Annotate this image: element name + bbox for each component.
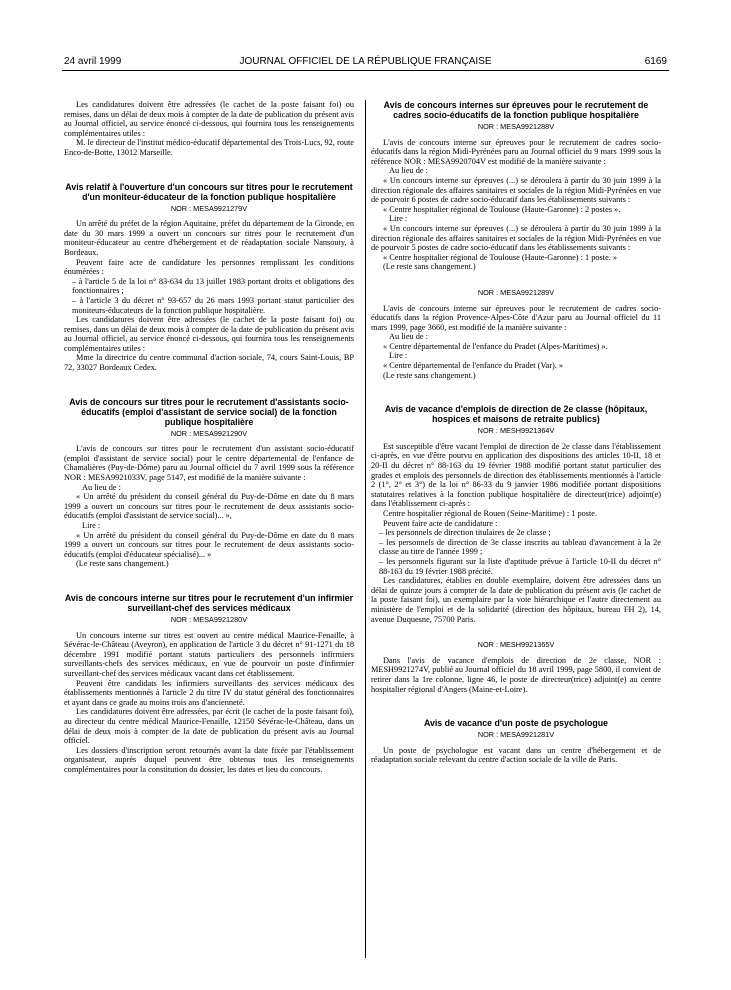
paragraph: Les candidatures doivent être adressées, par écrit (le cachet de la poste faisant foi), au directeur du centre médical Maurice-Fenaille, 12150 Sévérac-le-Château, dans un délai de deux mois à compter de la date de publication du présent avis au Journal officiel. [64,707,354,746]
paragraph: Au lieu de : [389,332,428,342]
notice-vacance-direction [371,404,661,624]
nor-reference: NOR : MESA9921289V [477,287,555,297]
paragraph: Au lieu de : [389,166,428,176]
paragraph: M. le directeur de l'institut médico-éducatif départemental des Trois-Lucs, 92, route Enco-de-Botte, 13012 Marseille. [64,138,354,157]
notice-title: Avis de concours interne sur titres pour le recrutement d'un infirmier surveillant-chef des services médicaux [64,592,354,613]
paragraph: « Centre hospitalier régional de Toulouse (Haute-Garonne) : 2 postes ». [383,204,621,214]
header-rule [62,70,669,71]
notice-title: Avis de concours internes sur épreuves pour le recrutement de cadres socio-éducatifs de la fonction publique hospitalière [383,100,649,120]
right-column [371,100,661,765]
notice-title: Avis relatif à l'ouverture d'un concours sur titres pour le recrutement d'un moniteur-éducateur de la fonction publique hospitalière [65,181,353,202]
header-date: 24 avril 1999 [64,56,122,67]
paragraph: L'avis de concours interne sur épreuves pour le recrutement de cadres socio-éducatifs dans la région Provence-Alpes-Côte d'Azur paru au Journal officiel du 11 mars 1999, page 3660, est modifié de la manière suivante : [371,303,661,332]
list-item: – à l'article 3 du décret n° 93-657 du 26 mars 1993 portant statut particulier des moniteurs-éducateurs de la fonction publique hospitalière. [72,295,354,315]
nor-reference: NOR : MESA9921288V [477,122,555,131]
nor-reference: NOR : MESH9921364V [477,426,555,436]
paragraph: Peuvent faire acte de candidature : [383,518,498,528]
paragraph: Un arrêté du préfet de la région Aquitaine, préfet du département de la Gironde, en date du 30 mars 1999 a ouvert un concours sur titres pour le recrutement d'un moniteur-éducateur au centre d'hébergement et de réadaptation sociale Nansouty, à Bordeaux. [64,219,354,257]
paragraph: Un concours interne sur titres est ouvert au centre médical Maurice-Fenaille, à Sévérac-le-Château (Aveyron), en application de l'article 3 du décret n° 91-1271 du 18 décembre 1991 modifié portant statuts particuliers des personnels infirmiers surveillants-chefs des services médicaux, en vue de pourvoir un poste d'infirmier surveillant-chef des services médicaux vacant dans cet établissement. [64,630,354,678]
paragraph: Au lieu de : [82,482,121,492]
column-divider [365,100,366,958]
paragraph: Les candidatures, établies en double exemplaire, doivent être adressées dans un délai de quinze jours à compter de la date de publication du présent avis (le cachet de la poste faisant foi), un exemplaire par la voie hiérarchique et l'autre directement au ministère de l'emploi et de la solidarité (direction des hôpitaux, bureau FH 2), 14, avenue Duquesne, 75700 Paris. [371,576,661,624]
notice-assistants-socio-educatifs [64,397,354,569]
nor-reference: NOR : MESH9921365V [477,640,555,650]
notice-infirmier-surveillant-chef [64,593,354,775]
paragraph: L'avis de concours interne sur épreuves pour le recrutement de cadres socio-éducatifs dans la région Midi-Pyrénées paru au Journal officiel du 9 mars 1999 sous la référence NOR : MESA9920704V est modifié de la manière suivante : [371,137,661,166]
list-item: – les personnels de direction titulaires de 2e classe ; [379,528,551,538]
notice-title: Avis de vacance d'un poste de psychologue [423,718,609,729]
paragraph: Les dossiers d'inscription seront retournés avant la date fixée par l'établissement organisateur, auprès duquel peuvent être obtenus tous les renseignements complémentaires pour la constitution du dossier, les dates et lieu du concours. [64,745,354,774]
paragraph: (Le reste sans changement.) [383,262,476,272]
header-title: JOURNAL OFFICIEL DE LA RÉPUBLIQUE FRANÇAISE [239,56,492,67]
paragraph: L'avis de concours sur titres pour le recrutement d'un assistant socio-éducatif (emploi d'assistant de service social) pour le centre départemental de l'enfance de Chamalières (Puy-de-Dôme) paru au Journal officiel du 7 avril 1999 sous la référence NOR : MESA9921033V, page 5147, est modifié de la manière suivante : [64,444,354,483]
paragraph: « Un concours interne sur épreuves (...) se déroulera à partir du 30 juin 1999 à la direction régionale des affaires sanitaires et sociales de la région Midi-Pyrénées en vue de pourvoir 5 postes de cadre socio-éducatif dans les établissements suivants : [371,223,661,253]
paragraph: (Le reste sans changement.) [383,370,476,380]
paragraph: Mme la directrice du centre communal d'action sociale, 74, cours Saint-Louis, BP 72, 33027 Bordeaux Cedex. [64,353,354,373]
paragraph: Lire : [389,351,408,361]
paragraph: Les candidatures doivent être adressées (le cachet de la poste faisant foi) ou remises, dans un délai de deux mois à compter de la date de publication du présent avis au Journal officiel, au service énoncé ci-dessous, qui fournira tous les renseignements complémentaires utiles : [64,100,354,138]
paragraph: Les candidatures doivent être adressées (le cachet de la poste faisant foi) ou remises, dans un délai de deux mois à compter de la date de publication du présent avis au Journal officiel, au service énoncé ci-dessous, qui fournira tous les renseignements complémentaires utiles : [64,315,354,353]
nor-reference: NOR : MESA9921290V [170,428,248,438]
paragraph: Centre hospitalier régional de Rouen (Seine-Maritime) : 1 poste. [383,509,598,518]
list-item: – les personnels de direction de 3e classe inscrits au tableau d'avancement à la 2e classe au titre de l'année 1999 ; [379,537,661,557]
notice-title: Avis de concours sur titres pour le recrutement d'assistants socio-éducatifs (emploi d'assistant de service social) de la fonction publique hospitalière [69,396,349,427]
paragraph: Un poste de psychologue est vacant dans un centre d'hébergement et de réadaptation sociale relevant du centre d'action sociale de la ville de Paris. [371,745,661,765]
paragraph: « Centre hospitalier régional de Toulouse (Haute-Garonne) : 1 poste. » [383,252,618,262]
notice-moniteur-educateur [64,182,354,373]
paragraph: « Un arrêté du président du conseil général du Puy-de-Dôme en date du 8 mars 1999 a ouvert un concours sur titres pour le recrutement de deux assistants socio-éducatifs (emploi d'assistant de service social)... », [64,492,354,521]
paragraph: Est susceptible d'être vacant l'emploi de direction de 2e classe dans l'établissement ci-après, en vue d'être pourvu en application des dispositions des articles 10-II, 18 et 20-II du décret n° 88-163 du 19 février 1988 modifié portant statut particulier des grades et emplois des personnels de direction des établissements mentionnés à l'article 2 (1°, 2° et 3°) de la loi n° 86-33 du 9 janvier 1986 modifiée portant dispositions statutaires relatives à la fonction publique hospitalière de directeur(trice) adjoint(e) dans l'établissement ci-après : [371,441,661,509]
header-page-number: 6169 [644,56,667,67]
list-item: – à l'article 5 de la loi n° 83-634 du 13 juillet 1983 portant droits et obligations des fonctionnaires ; [72,276,354,296]
nor-reference: NOR : MESA9921281V [477,730,555,740]
notice-vacance-rectificatif [371,640,661,694]
paragraph: « Centre départemental de l'enfance du Pradet (Alpes-Maritimes) ». [383,341,608,351]
nor-reference: NOR : MESA9921280V [170,614,248,624]
paragraph: « Un concours interne sur épreuves (...) se déroulera à partir du 30 juin 1999 à la direction régionale des affaires sanitaires et sociales de la région Midi-Pyrénées en vue de pourvoir 6 postes de cadre socio-éducatif dans les établissements suivants : [371,175,661,205]
paragraph: Lire : [82,521,101,530]
paragraph: Peuvent faire acte de candidature les personnes remplissant les conditions énumérées : [64,257,354,277]
notice-cadres-paca [371,288,661,380]
paragraph: Lire : [389,214,408,224]
list-item: – les personnels figurant sur la liste d'aptitude prévue à l'article 10-II du décret n° 88-163 du 19 février 1988 précité. [379,556,661,576]
left-column [64,100,354,774]
paragraph: « Centre départemental de l'enfance du Pradet (Var). » [383,361,564,371]
paragraph: « Un arrêté du président du conseil général du Puy-de-Dôme en date du 8 mars 1999 a ouvert un concours sur titres pour le recrutement de deux assistants socio-éducatifs (emploi d'éducateur spécialisé)... » [64,530,354,559]
notice-title: Avis de vacance d'emplois de direction de 2e classe (hôpitaux, hospices et maisons de retraite publics) [384,404,648,425]
nor-reference: NOR : MESA9921279V [170,203,248,213]
notice-psychologue [371,718,661,765]
paragraph: (Le reste sans changement.) [76,559,169,569]
paragraph: Dans l'avis de vacance d'emplois de direction de 2e classe, NOR : MESH9921274V, publié au Journal officiel du 18 avril 1999, page 5800, il convient de retirer dans la 1re colonne, ligne 46, le poste de directeur(trice) adjoint(e) au centre hospitalier régional d'Angers (Maine-et-Loire). [371,655,661,694]
notice-cadres-socio-educatifs [371,100,661,272]
paragraph: Peuvent être candidats les infirmiers surveillants des services médicaux des établissements mentionnés à l'article 2 du titre IV du statut général des fonctionnaires et ayant dans ce grade au moins trois ans d'ancienneté. [64,678,354,707]
